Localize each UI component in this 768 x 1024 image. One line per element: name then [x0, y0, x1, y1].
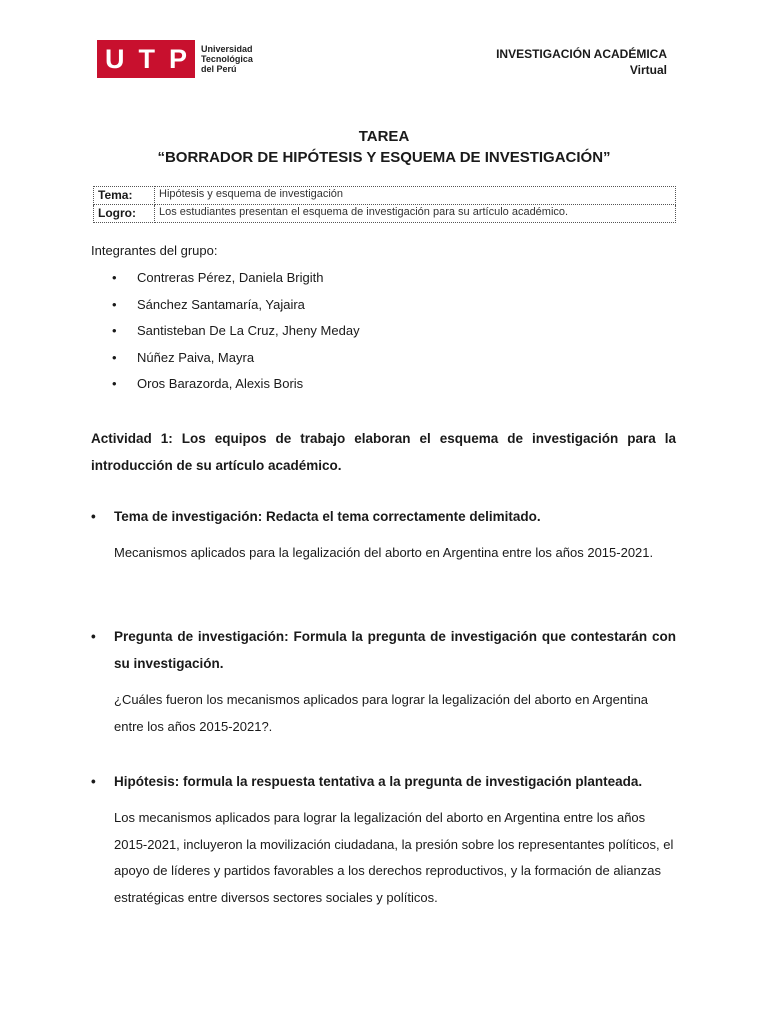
- section-pregunta: [91, 623, 676, 740]
- table-row: [94, 187, 676, 205]
- logo-text-line: Tecnológica: [201, 54, 253, 64]
- section-heading: [91, 623, 676, 677]
- list-item: [112, 374, 360, 401]
- hipotesis-body: Los mecanismos aplicados para lograr la legalización del aborto en Argentina entre los años 2015-2021, incluyeron la movilización ciudadana, la presión sobre los representantes políticos, el apoyo de líderes y partidos favorables a los derechos reproductivos, y la formación de alianzas estratégicas entre diversos sectores sociales y políticos.: [114, 810, 674, 905]
- bullet-icon: •: [91, 509, 96, 524]
- header-course-info: [496, 46, 667, 78]
- document-title: [0, 126, 768, 168]
- tema-value: Hipótesis y esquema de investigación: [155, 187, 676, 205]
- logro-label: Logro:: [94, 205, 155, 223]
- bullet-icon: •: [112, 323, 117, 339]
- bullet-icon: •: [112, 270, 117, 285]
- logo-text-line: Universidad: [201, 44, 253, 54]
- section-heading: [91, 503, 676, 530]
- tema-body: Mecanismos aplicados para la legalización del aborto en Argentina entre los años 2015-2021.: [114, 545, 654, 560]
- tema-heading: Tema de investigación: Redacta el tema correctamente delimitado.: [114, 509, 541, 524]
- member-name: Contreras Pérez, Daniela Brigith: [137, 270, 324, 285]
- members-list: [112, 268, 360, 401]
- logo-letter-u: U: [105, 43, 125, 74]
- member-name: Oros Barazorda, Alexis Boris: [137, 376, 304, 392]
- logo-letter-t: T: [138, 43, 155, 74]
- logro-value: Los estudiantes presentan el esquema de investigación para su artículo académico.: [155, 205, 676, 223]
- bullet-icon: •: [91, 629, 96, 644]
- member-name: Sánchez Santamaría, Yajaira: [137, 296, 305, 312]
- title-line-2: “BORRADOR DE HIPÓTESIS Y ESQUEMA DE INVESTIGACIÓN”: [157, 149, 611, 166]
- logo-letters-block: [97, 40, 195, 78]
- member-name: Núñez Paiva, Mayra: [137, 349, 255, 365]
- title-line-1: TAREA: [358, 128, 410, 145]
- list-item: [112, 348, 360, 375]
- pregunta-body: ¿Cuáles fueron los mecanismos aplicados para lograr la legalización del aborto en Argentina entre los años 2015-2021?.: [114, 692, 649, 734]
- activity-statement: Actividad 1: Los equipos de trabajo elaboran el esquema de investigación para la introducción de su artículo académico.: [91, 431, 676, 473]
- bullet-icon: •: [112, 296, 117, 312]
- section-tema: [91, 503, 676, 567]
- course-modality: Virtual: [629, 63, 667, 77]
- list-item: [112, 321, 360, 348]
- info-table: [93, 186, 676, 223]
- logo-letter-p: P: [169, 43, 188, 74]
- list-item: [112, 268, 360, 295]
- utp-logo: [97, 40, 253, 78]
- members-label: Integrantes del grupo:: [91, 243, 218, 258]
- bullet-icon: •: [91, 774, 96, 789]
- logo-text: [201, 44, 253, 74]
- section-heading: [91, 768, 676, 795]
- list-item: [112, 295, 360, 322]
- pregunta-heading: Pregunta de investigación: Formula la pregunta de investigación que contestarán con su investigación.: [114, 629, 676, 671]
- section-hipotesis: [91, 768, 676, 911]
- hipotesis-heading: Hipótesis: formula la respuesta tentativa a la pregunta de investigación planteada.: [114, 774, 643, 789]
- member-name: Santisteban De La Cruz, Jheny Meday: [137, 323, 360, 339]
- bullet-icon: •: [112, 349, 117, 365]
- table-row: [94, 205, 676, 223]
- logo-text-line: del Perú: [201, 64, 237, 74]
- bullet-icon: •: [112, 376, 117, 392]
- tema-label: Tema:: [94, 187, 155, 205]
- course-name: INVESTIGACIÓN ACADÉMICA: [496, 47, 667, 61]
